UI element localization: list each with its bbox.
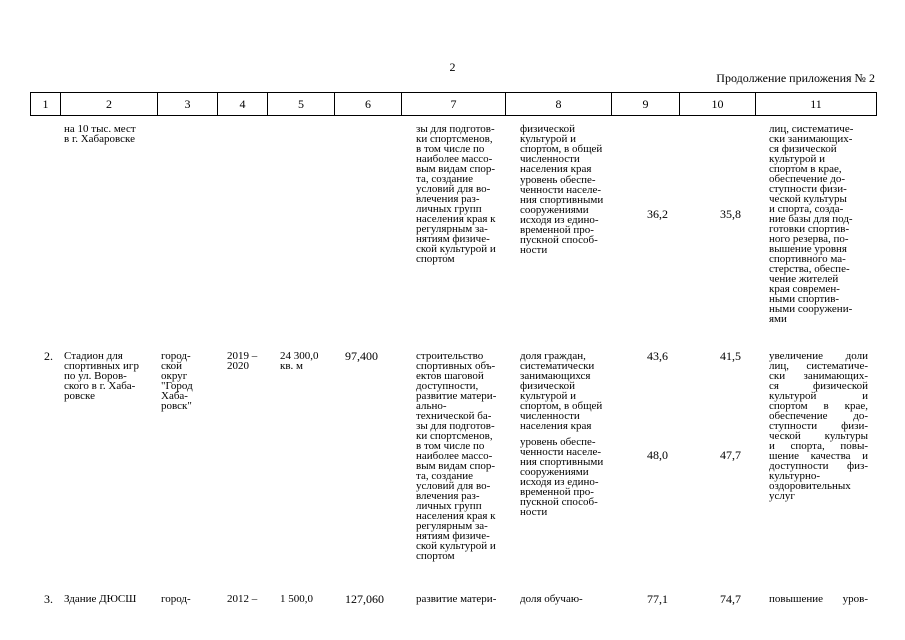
text-line: населения края	[520, 163, 592, 175]
text-line: ского в г. Хаба-	[64, 380, 136, 392]
text-line: влечения раз-	[416, 193, 480, 205]
text-line: исходя из едино-	[520, 476, 599, 488]
row1-object-name	[64, 124, 136, 144]
row3-value-col9: 77,1	[647, 592, 668, 606]
text-line: та, создание	[416, 470, 473, 482]
text-line: пускной способ-	[520, 234, 598, 246]
row1-indicator-share	[520, 124, 602, 174]
column-header: 10	[680, 93, 756, 116]
text-line: ния спортивными	[520, 456, 604, 468]
text-line: ного резерва, по-	[769, 233, 849, 245]
text-line: культурой и	[769, 153, 825, 165]
text-line: ступности физи-	[769, 420, 868, 432]
header-table	[30, 92, 877, 116]
text-line: культурой и	[769, 390, 868, 402]
column-header: 6	[335, 93, 402, 116]
appendix-note: Продолжение приложения № 2	[716, 71, 875, 85]
text-line: округ	[161, 370, 188, 382]
text-line: "Город	[161, 380, 193, 392]
text-line: на 10 тыс. мест	[64, 123, 136, 135]
row2-value-col9-provision: 48,0	[647, 448, 668, 462]
text-line: ченности населе-	[520, 184, 601, 196]
text-line: населения края к	[416, 510, 496, 522]
text-line: лиц, систематиче-	[769, 360, 868, 372]
text-line: нятиям физиче-	[416, 530, 490, 542]
text-line: зы для подготов-	[416, 123, 495, 135]
text-line: готовки спортив-	[769, 223, 850, 235]
text-line: спортом в крае,	[769, 400, 868, 412]
row3-value-col10: 74,7	[720, 592, 741, 606]
text-line: технической ба-	[416, 410, 492, 422]
row3-indicator: доля обучаю-	[520, 593, 583, 605]
column-number-row	[31, 93, 877, 116]
column-header: 8	[506, 93, 612, 116]
text-line: уровень обеспе-	[520, 436, 596, 448]
text-line: культурой и	[520, 390, 576, 402]
text-line: ся физической	[769, 143, 837, 155]
text-line: спортом	[416, 253, 455, 265]
text-line: ровске	[64, 390, 95, 402]
text-line: стерства, обеспе-	[769, 263, 850, 275]
text-line: спортивных объ-	[416, 360, 496, 372]
text-line: увеличение доли	[769, 350, 868, 362]
text-line: вышение уровня	[769, 243, 847, 255]
text-line: ально-	[416, 400, 447, 412]
row1-indicator-provision	[520, 175, 603, 255]
text-line: влечения раз-	[416, 490, 480, 502]
row1-expected-result	[769, 124, 853, 324]
text-line: пускной способ-	[520, 496, 598, 508]
text-line: физической	[520, 380, 575, 392]
text-line: лиц, систематиче-	[769, 123, 854, 135]
text-line: ности	[520, 506, 548, 518]
text-line: 2019 –	[227, 350, 258, 362]
text-line: ектов шаговой	[416, 370, 484, 382]
text-line: сооружениями	[520, 466, 589, 478]
text-line: населения края	[520, 420, 592, 432]
text-line: культурой и	[520, 133, 576, 145]
text-line: услуг	[769, 490, 795, 502]
row2-expected-result	[769, 351, 868, 501]
text-line: ской	[161, 360, 183, 372]
row2-indicator-provision	[520, 437, 603, 517]
text-line: доля граждан,	[520, 350, 586, 362]
column-header: 5	[268, 93, 335, 116]
text-line: в том числе по	[416, 440, 485, 452]
text-line: ние базы для под-	[769, 213, 853, 225]
column-header: 9	[612, 93, 680, 116]
text-line: вым видам спор-	[416, 460, 495, 472]
text-line: ными сооружени-	[769, 303, 853, 315]
text-line: ными спортив-	[769, 293, 840, 305]
text-line: ки спортсменов,	[416, 133, 493, 145]
text-line: наиболее массо-	[416, 450, 493, 462]
column-header: 4	[218, 93, 268, 116]
text-line: ся физической	[769, 380, 868, 392]
text-line: вым видам спор-	[416, 163, 495, 175]
row3-cost: 127,060	[345, 592, 384, 606]
text-line: ности	[520, 244, 548, 256]
text-line: сооружениями	[520, 204, 589, 216]
row3-number: 3.	[44, 592, 53, 606]
text-line: ступности физи-	[769, 183, 847, 195]
text-line: временной про-	[520, 224, 594, 236]
row2-capacity	[280, 351, 319, 371]
text-line: ями	[769, 313, 787, 325]
text-line: исходя из едино-	[520, 214, 599, 226]
text-line: численности	[520, 410, 580, 422]
row2-object-name	[64, 351, 139, 401]
text-line: в том числе по	[416, 143, 485, 155]
text-line: обеспечение до-	[769, 173, 846, 185]
row2-indicator-share	[520, 351, 602, 431]
column-header: 1	[31, 93, 61, 116]
row2-value-col10-share: 41,5	[720, 349, 741, 363]
text-line: ческой культуры	[769, 430, 868, 442]
text-line: обеспечение до-	[769, 410, 868, 422]
row1-value-col10: 35,8	[720, 207, 741, 221]
row2-value-col10-provision: 47,7	[720, 448, 741, 462]
text-line: условий для во-	[416, 183, 491, 195]
text-line: населения края к	[416, 213, 496, 225]
text-line: спортом	[416, 550, 455, 562]
text-line: ской культурой и	[416, 243, 496, 255]
text-line: спортом, в общей	[520, 143, 603, 155]
text-line: спортивных игр	[64, 360, 139, 372]
text-line: систематически	[520, 360, 595, 372]
text-line: доступности физ-	[769, 460, 868, 472]
text-line: оздоровительных	[769, 480, 851, 492]
text-line: чение жителей	[769, 273, 839, 285]
text-line: ской культурой и	[416, 540, 496, 552]
text-line: ченности населе-	[520, 446, 601, 458]
text-line: и спорта, созда-	[769, 203, 844, 215]
text-line: занимающихся	[520, 370, 591, 382]
text-line: спортом в крае,	[769, 163, 842, 175]
row1-value-col9: 36,2	[647, 207, 668, 221]
text-line: регулярным за-	[416, 520, 488, 532]
text-line: 24 300,0	[280, 350, 319, 362]
text-line: по ул. Воров-	[64, 370, 127, 382]
row3-measures: развитие матери-	[416, 593, 497, 605]
column-header: 11	[756, 93, 877, 116]
text-line: Стадион для	[64, 350, 123, 362]
column-header: 3	[158, 93, 218, 116]
row2-number: 2.	[44, 349, 53, 363]
text-line: ки спортсменов,	[416, 430, 493, 442]
text-line: в г. Хабаровске	[64, 133, 135, 145]
text-line: строительство	[416, 350, 484, 362]
text-line: город-	[161, 350, 191, 362]
text-line: ски занимающих-	[769, 370, 868, 382]
text-line: физической	[520, 123, 575, 135]
text-line: нятиям физиче-	[416, 233, 490, 245]
row2-value-col9-share: 43,6	[647, 349, 668, 363]
row3-object-name: Здание ДЮСШ	[64, 593, 137, 605]
text-line: шение качества и	[769, 450, 868, 462]
text-line: наиболее массо-	[416, 153, 493, 165]
text-line: культурно-	[769, 470, 821, 482]
text-line: зы для подготов-	[416, 420, 495, 432]
text-line: кв. м	[280, 360, 303, 372]
text-line: условий для во-	[416, 480, 491, 492]
page-number: 2	[449, 60, 456, 74]
row3-expected-result: повышение уров-	[769, 593, 868, 605]
row3-capacity: 1 500,0	[280, 593, 313, 605]
column-header: 2	[61, 93, 158, 116]
text-line: доступности,	[416, 380, 479, 392]
text-line: ровск"	[161, 400, 192, 412]
text-line: та, создание	[416, 173, 473, 185]
row3-owner: город-	[161, 593, 191, 605]
row2-years	[227, 351, 257, 371]
text-line: спортивного ма-	[769, 253, 846, 265]
text-line: развитие матери-	[416, 390, 497, 402]
text-line: и спорта, повы-	[769, 440, 868, 452]
text-line: края современ-	[769, 283, 840, 295]
text-line: личных групп	[416, 500, 482, 512]
text-line: личных групп	[416, 203, 482, 215]
text-line: ния спортивными	[520, 194, 604, 206]
column-header: 7	[402, 93, 506, 116]
text-line: регулярным за-	[416, 223, 488, 235]
row2-cost: 97,400	[345, 349, 378, 363]
row3-years: 2012 –	[227, 593, 258, 605]
text-line: ски занимающих-	[769, 133, 853, 145]
row2-owner	[161, 351, 193, 411]
text-line: численности	[520, 153, 580, 165]
text-line: спортом, в общей	[520, 400, 603, 412]
text-line: уровень обеспе-	[520, 174, 596, 186]
row2-measures	[416, 351, 496, 561]
text-line: 2020	[227, 360, 249, 372]
text-line: временной про-	[520, 486, 594, 498]
row1-measures	[416, 124, 496, 264]
text-line: ческой культуры	[769, 193, 847, 205]
text-line: Хаба-	[161, 390, 188, 402]
